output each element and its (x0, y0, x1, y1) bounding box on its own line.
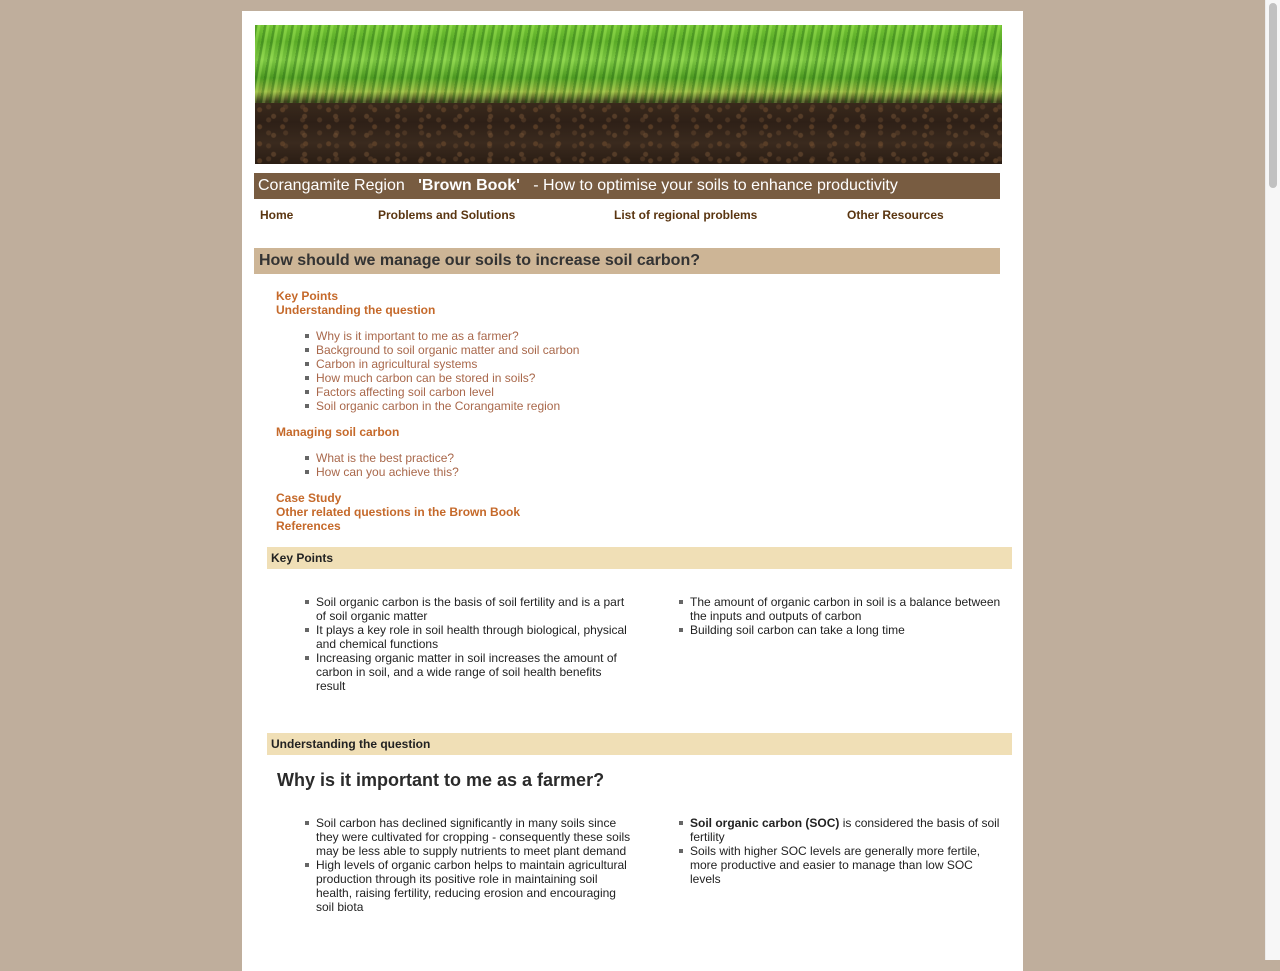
toc-item (316, 343, 776, 357)
key-points-right-column (690, 595, 1006, 637)
page-title: How should we manage our soils to increase soil carbon? (254, 248, 1000, 274)
site-title-bar (254, 173, 1000, 199)
toc-other-questions[interactable]: Other related questions in the Brown Book (276, 505, 521, 519)
section-heading-why-important: Why is it important to me as a farmer? (277, 770, 605, 790)
key-points-section-bar: Key Points (267, 547, 1012, 569)
nav-other-resources[interactable]: Other Resources (847, 208, 944, 222)
toc-references[interactable]: References (276, 519, 341, 533)
title-tagline: - How to optimise your soils to enhance productivity (533, 177, 898, 194)
understanding-item: Soils with higher SOC levels are generally more fertile, more productive and easier to manage than low SOC levels (690, 844, 1006, 886)
page-container (242, 11, 1023, 971)
key-point-item: It plays a key role in soil health through biological, physical and chemical functions (316, 623, 634, 651)
toc-understanding-list (276, 329, 776, 413)
toc-item (316, 451, 776, 465)
main-nav (242, 208, 1023, 224)
understanding-section-bar: Understanding the question (267, 733, 1012, 755)
toc-managing-list (276, 451, 776, 479)
title-region: Corangamite Region (258, 177, 405, 194)
toc-item (316, 371, 776, 385)
toc-item (316, 357, 776, 371)
toc-understanding-the-question[interactable]: Understanding the question (276, 303, 436, 317)
toc-link-how-much-carbon[interactable]: How much carbon can be stored in soils? (316, 371, 536, 385)
nav-problems-and-solutions[interactable]: Problems and Solutions (378, 208, 516, 222)
toc-link-background[interactable]: Background to soil organic matter and soil carbon (316, 343, 580, 357)
soc-term: Soil organic carbon (SOC) (690, 816, 840, 830)
understanding-right-column (690, 816, 1006, 886)
toc-case-study[interactable]: Case Study (276, 491, 342, 505)
toc-item (316, 399, 776, 413)
toc-item (316, 329, 776, 343)
title-book: 'Brown Book' (418, 177, 520, 194)
key-points-left-column (316, 595, 634, 693)
table-of-contents (276, 289, 776, 533)
toc-link-factors[interactable]: Factors affecting soil carbon level (316, 385, 494, 399)
soil-graphic (255, 103, 1002, 164)
toc-link-carbon-in-agriculture[interactable]: Carbon in agricultural systems (316, 357, 478, 371)
nav-list-of-regional-problems[interactable]: List of regional problems (614, 208, 758, 222)
vertical-scrollbar[interactable] (1265, 0, 1280, 960)
toc-link-best-practice[interactable]: What is the best practice? (316, 451, 455, 465)
grass-graphic (255, 25, 1002, 103)
key-point-item: Building soil carbon can take a long time (690, 623, 1006, 637)
nav-home[interactable]: Home (260, 208, 294, 222)
key-point-item: Increasing organic matter in soil increases the amount of carbon in soil, and a wide range of soil health benefits result (316, 651, 634, 693)
understanding-left-column (316, 816, 634, 914)
understanding-item: Soil carbon has declined significantly in many soils since they were cultivated for cropping - consequently these soils may be less able to supply nutrients to meet plant demand (316, 816, 634, 858)
toc-link-why-important[interactable]: Why is it important to me as a farmer? (316, 329, 519, 343)
toc-key-points[interactable]: Key Points (276, 289, 339, 303)
toc-item (316, 465, 776, 479)
header-banner-image (255, 25, 1002, 164)
key-point-item: The amount of organic carbon in soil is a balance between the inputs and outputs of carbon (690, 595, 1006, 623)
scrollbar-thumb[interactable] (1269, 3, 1277, 188)
toc-managing-soil-carbon[interactable]: Managing soil carbon (276, 425, 400, 439)
key-point-item: Soil organic carbon is the basis of soil fertility and is a part of soil organic matter (316, 595, 634, 623)
soc-definition: is considered the basis of soil fertility (690, 816, 1000, 844)
understanding-item (690, 816, 1006, 844)
toc-link-corangamite-region[interactable]: Soil organic carbon in the Corangamite region (316, 399, 561, 413)
understanding-item: High levels of organic carbon helps to maintain agricultural production through its positive role in maintaining soil health, raising fertility, reducing erosion and encouraging soil biota (316, 858, 634, 914)
toc-link-achieve-this[interactable]: How can you achieve this? (316, 465, 459, 479)
toc-item (316, 385, 776, 399)
